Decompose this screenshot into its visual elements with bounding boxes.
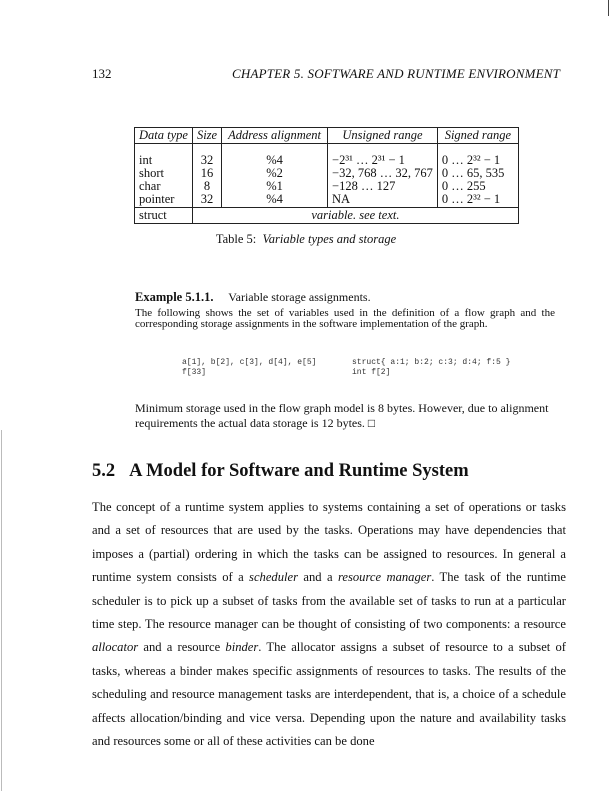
code-line: f[33] — [182, 368, 207, 377]
code-line: int f[2] — [352, 368, 391, 377]
scan-edge — [608, 0, 609, 16]
running-head: CHAPTER 5. SOFTWARE AND RUNTIME ENVIRONMENT — [232, 66, 561, 81]
table-cell: 16 — [192, 167, 221, 180]
table-cell: %4 — [222, 144, 328, 168]
table-block — [0, 127, 612, 247]
table-cell: 0 … 2³² − 1 — [437, 144, 518, 168]
caption-label: Table 5: — [215, 232, 257, 246]
table-cell: variable. see text. — [192, 208, 518, 224]
emphasis: resource manager — [337, 570, 432, 585]
table-row — [135, 144, 519, 168]
table-cell: 0 … 65, 535 — [437, 167, 518, 180]
emphasis: binder — [225, 640, 259, 655]
table-cell: 32 — [192, 193, 221, 208]
section-number: 5.2 — [92, 461, 116, 481]
table-cell: 0 … 255 — [437, 180, 518, 193]
caption-text: Variable types and storage — [262, 232, 397, 246]
table-header-row — [135, 128, 519, 144]
table-cell: −2³¹ … 2³¹ − 1 — [328, 144, 438, 168]
code-line: a[1], b[2], c[3], d[4], e[5] — [182, 358, 317, 367]
example-label: Example 5.1.1. — [135, 290, 214, 304]
column-header: Size — [192, 128, 221, 144]
text-run: . The task of the runtime scheduler is to pick up a subset of tasks from the available set of tasks to run at a particular time step. The resource manager can be thought of consisting of two components: a resource — [92, 570, 567, 632]
text-run: and a resource — [138, 640, 226, 655]
column-header: Address alignment — [222, 128, 328, 144]
column-header: Data type — [135, 128, 193, 144]
table-row — [135, 193, 519, 208]
section-heading — [92, 460, 483, 482]
text-run: The concept of a runtime system applies to systems containing a set of operations or tasks and a set of resources that are used by the tasks. Operations may have dependencies that imposes a (partial) ordering in which the tasks can be assigned to resources. In general a runtime system consists of a — [92, 500, 566, 585]
section-title: A Model for Software and Runtime System — [129, 461, 469, 481]
table-cell: 0 … 2³² − 1 — [437, 193, 518, 208]
table-cell: 32 — [192, 144, 221, 168]
scan-edge — [1, 430, 2, 791]
table-cell: char — [135, 180, 193, 193]
body-paragraph — [92, 496, 566, 753]
column-header: Signed range — [437, 128, 518, 144]
code-block-variables — [182, 358, 316, 378]
table-cell: 8 — [192, 180, 221, 193]
example-title: Variable storage assignments. — [228, 290, 371, 304]
emphasis: allocator — [92, 640, 139, 655]
text-run: and a — [298, 570, 338, 585]
emphasis: scheduler — [249, 570, 299, 585]
table-cell: NA — [328, 193, 438, 208]
variable-types-table — [134, 127, 519, 224]
page-number: 132 — [92, 66, 112, 81]
table-cell: int — [135, 144, 193, 168]
example-body: The following shows the set of variables used in the definition of a flow graph and the corresponding storage assignments in the software implementation of the graph. — [135, 307, 555, 330]
code-line: struct{ a:1; b:2; c:3; d:4; f:5 } — [352, 358, 511, 367]
table-caption — [0, 232, 612, 247]
example-heading — [135, 290, 371, 304]
table-cell: −128 … 127 — [328, 180, 438, 193]
table-cell: pointer — [135, 193, 193, 208]
table-cell: short — [135, 167, 193, 180]
table-cell: struct — [135, 208, 193, 224]
table-cell: −32, 768 … 32, 767 — [328, 167, 438, 180]
table-row-struct — [135, 208, 519, 224]
example-conclusion: Minimum storage used in the flow graph model is 8 bytes. However, due to alignment requirements the actual data storage is 12 bytes. □ — [135, 401, 549, 430]
table-cell: %1 — [222, 180, 328, 193]
table-cell: %4 — [222, 193, 328, 208]
column-header: Unsigned range — [328, 128, 438, 144]
text-run: . The allocator assigns a subset of resource to a subset of tasks, whereas a binder makes specific assignments of resources to tasks. The results of the scheduling and resource management tasks are interdependent, that is, a choice of a schedule affects allocation/binding and vice versa. Depending upon the nature and availability tasks and resources some or all of these activities can be done — [92, 640, 566, 749]
code-block-storage — [352, 358, 510, 378]
table-cell: %2 — [222, 167, 328, 180]
